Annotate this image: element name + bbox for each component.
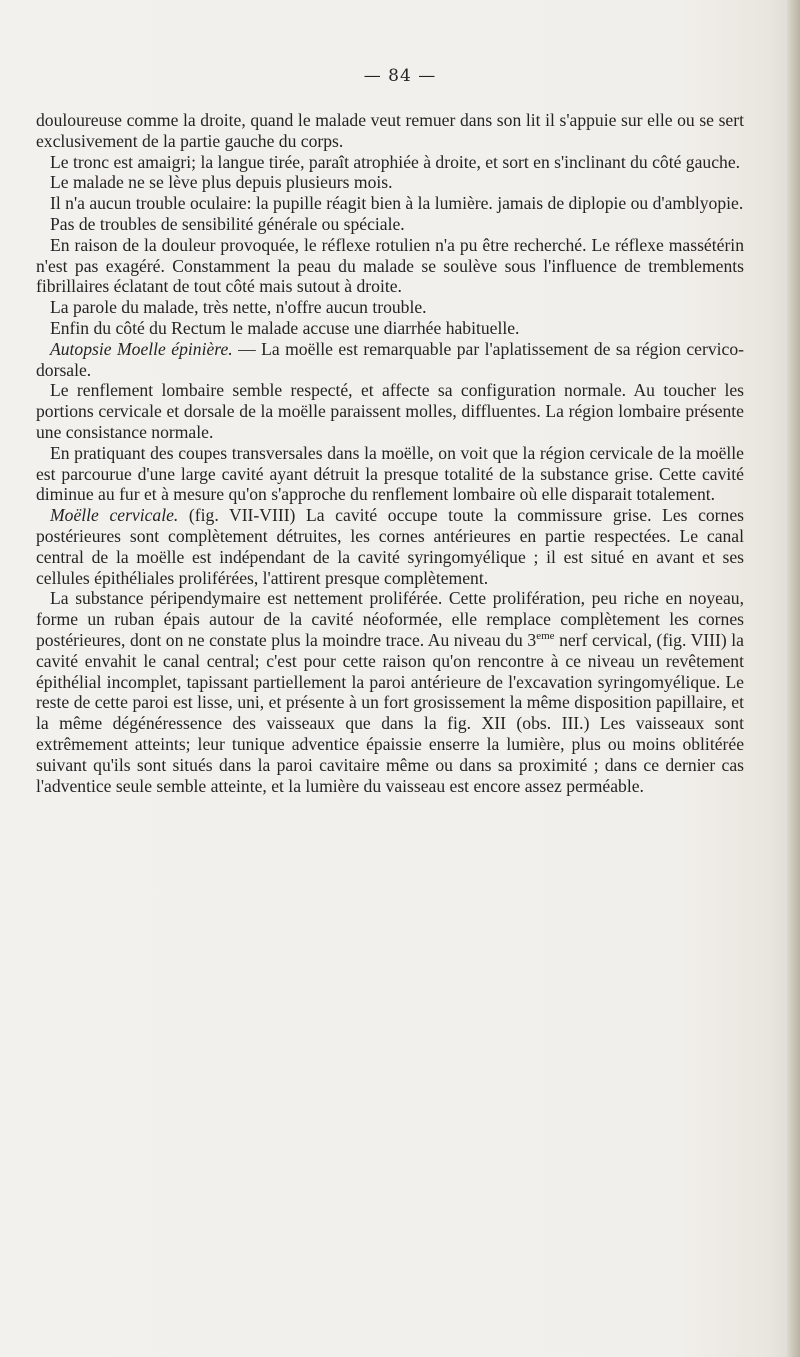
paragraph-7: La parole du malade, très nette, n'offre aucun trouble.: [50, 297, 427, 318]
paragraph-11: En pratiquant des coupes transversales dans la moëlle, on voit que la région cervicale de la moëlle est parcourue d'une large cavité ayant détruit la presque totalité de la substance grise. Cette cavité diminue au fur et à mesure qu'on s'approche du renflement lombaire où elle disparait totalement.: [36, 442, 744, 505]
page-edge-shadow: [786, 0, 800, 1357]
body-text: [36, 110, 744, 796]
paragraph-2: Le tronc est amaigri; la langue tirée, paraît atrophiée à droite, et sort en s'inclinant du côté gauche.: [50, 151, 741, 172]
section-heading-autopsie: Autopsie Moelle épinière.: [50, 338, 233, 359]
paragraph-1: douloureuse comme la droite, quand le malade veut remuer dans son lit il s'appuie sur elle ou se sert exclusivement de la partie gauche du corps.: [36, 110, 744, 151]
paragraph-moelle-cervicale: Moëlle cervicale. (fig. VII-VIII) La cavité occupe toute la commissure grise. Les cornes postérieures sont complètement détruites, les cornes antérieures en partie respectées. Le canal central de la moëlle est indépendant de la cavité syringomyélique ; il est situé en avant et ses cellules épithéliales proliférées, l'attirent presque complètement.: [36, 505, 744, 588]
paragraph-10: Le renflement lombaire semble respecté, et affecte sa configuration normale. Au toucher les portions cervicale et dorsale de la moëlle paraissent molles, diffluentes. La région lombaire présente une consistance normale.: [36, 380, 744, 442]
page-number: — 84 —: [363, 66, 437, 86]
paragraph-6: En raison de la douleur provoquée, le réflexe rotulien n'a pu être recherché. Le réflexe massétérin n'est pas exagéré. Constamment la peau du malade se soulève sous l'influence de tremblements fibrillaires éclatant de tout côté mais sutout à droite.: [36, 234, 744, 297]
paragraph-3: Le malade ne se lève plus depuis plusieurs mois.: [50, 172, 393, 193]
section-heading-moelle-cervicale: Moëlle cervicale.: [50, 505, 179, 526]
paragraph-4: Il n'a aucun trouble oculaire: la pupille réagit bien à la lumière. jamais de diplopie ou d'amblyopie.: [50, 193, 744, 214]
paragraph-5: Pas de troubles de sensibilité générale ou spéciale.: [50, 213, 405, 234]
paragraph-autopsie: Autopsie Moelle épinière. — La moëlle est remarquable par l'aplatissement de sa région cervico-dorsale.: [36, 338, 744, 380]
paragraph-8: Enfin du côté du Rectum le malade accuse une diarrhée habituelle.: [50, 317, 520, 338]
paragraph-13: La substance péripendymaire est nettement proliférée. Cette prolifération, peu riche en noyeau, forme un ruban épais autour de la cavité néoformée, elle remplace complètement les cornes postérieures, dont on ne constate plus la moindre trace. Au niveau du 3eme nerf cervical, (fig. VIII) la cavité envahit le canal central; c'est pour cette raison qu'on rencontre à ce niveau un revêtement épithélial incomplet, tapissant partiellement la paroi antérieure de l'excavation syringomyélique. Le reste de cette paroi est lisse, uni, et présente à un fort grosissement la même disposition papillaire, et la même dégénéressence des vaisseaux que dans la fig. XII (obs. III.) Les vaisseaux sont extrêmement atteints; leur tunique adventice épaissie enserre la lumière, plus ou moins oblitérée suivant qu'ils sont situés dans la paroi cavitaire même ou dans sa proximité ; dans ce dernier cas l'adventice seule semble atteinte, et la lumière du vaisseau est encore assez perméable.: [36, 588, 744, 796]
